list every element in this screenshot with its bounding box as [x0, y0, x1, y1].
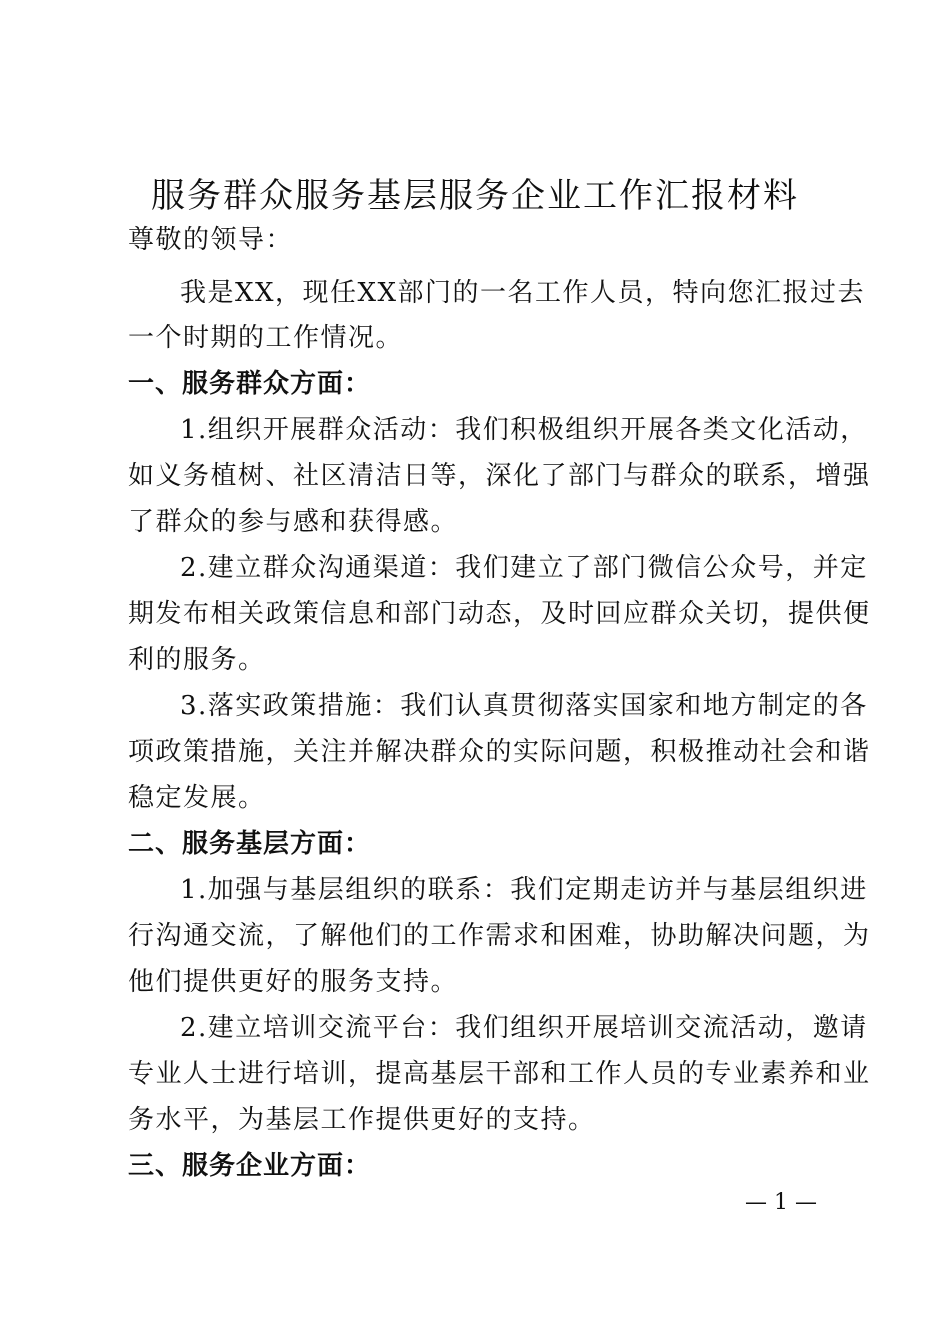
section1-item3-line-3: 稳定发展。 [128, 783, 266, 813]
section1-heading: 一、服务群众方面： [128, 369, 372, 399]
document-title: 服务群众服务基层服务企业工作汇报材料 [151, 176, 799, 216]
section2-item1-line-2: 行沟通交流，了解他们的工作需求和困难，协助解决问题，为 [128, 921, 871, 951]
section2-item1-line-1: 1.加强与基层组织的联系：我们定期走访并与基层组织进 [180, 875, 868, 905]
section2-heading: 二、服务基层方面： [128, 829, 372, 859]
section1-item3-line-2: 项政策措施，关注并解决群众的实际问题，积极推动社会和谐 [128, 737, 871, 767]
section1-item2-line-2: 期发布相关政策信息和部门动态，及时回应群众关切，提供便 [128, 599, 871, 629]
section2-item2-line-1: 2.建立培训交流平台：我们组织开展培训交流活动，邀请 [180, 1013, 868, 1043]
section2-item2-line-2: 专业人士进行培训，提高基层干部和工作人员的专业素养和业 [128, 1059, 871, 1089]
intro-line-2: 一个时期的工作情况。 [128, 323, 404, 353]
section1-item3-line-1: 3.落实政策措施：我们认真贯彻落实国家和地方制定的各 [180, 691, 868, 721]
section1-item2-line-1: 2.建立群众沟通渠道：我们建立了部门微信公众号，并定 [180, 553, 868, 583]
section1-item1-line-1: 1.组织开展群众活动：我们积极组织开展各类文化活动， [180, 415, 868, 445]
section3-heading: 三、服务企业方面： [128, 1151, 372, 1181]
salutation: 尊敬的领导： [128, 225, 294, 255]
section2-item1-line-3: 他们提供更好的服务支持。 [128, 967, 459, 997]
section1-item1-line-3: 了群众的参与感和获得感。 [128, 507, 459, 537]
page-number: — 1 — [745, 1190, 817, 1215]
section1-item1-line-2: 如义务植树、社区清洁日等，深化了部门与群众的联系，增强 [128, 461, 871, 491]
intro-line-1: 我是XX，现任XX部门的一名工作人员，特向您汇报过去 [180, 278, 866, 308]
section1-item2-line-3: 利的服务。 [128, 645, 266, 675]
section2-item2-line-3: 务水平，为基层工作提供更好的支持。 [128, 1105, 596, 1135]
